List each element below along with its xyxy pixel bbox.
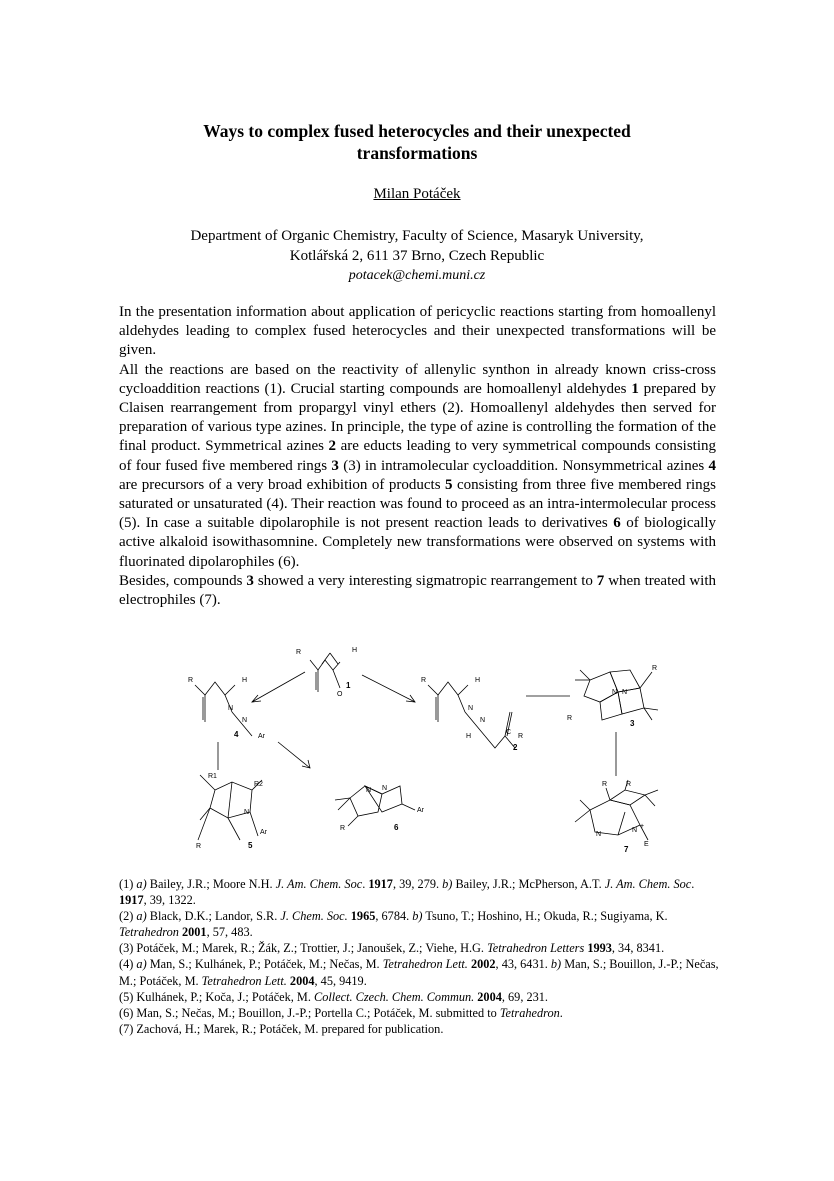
svg-text:N: N <box>622 689 628 696</box>
svg-text:R: R <box>602 781 608 788</box>
svg-text:C: C <box>506 729 512 736</box>
svg-text:Ar: Ar <box>258 733 265 740</box>
affiliation-line-2: Kotlářská 2, 611 37 Brno, Czech Republic <box>289 248 545 264</box>
reference-item: (7) Zachová, H.; Marek, R.; Potáček, M. prepared for publication. <box>119 1021 444 1036</box>
svg-text:+: + <box>640 823 645 830</box>
svg-text:N: N <box>244 809 250 816</box>
svg-text:6: 6 <box>394 823 399 832</box>
svg-text:Ar: Ar <box>417 807 424 814</box>
svg-text:R: R <box>340 825 346 832</box>
abstract-paragraph-1: In the presentation information about application of pericyclic reactions starting from homoallenyl aldehydes leading to complex fused heterocycles and their unexpected transformations will be given. <box>119 304 716 359</box>
reference-item: (6) Man, S.; Nečas, M.; Bouillon, J.-P.; Portella C.; Potáček, M. submitted to Tetrahedron. <box>119 1005 563 1020</box>
compound-4 <box>188 677 266 740</box>
abstract-paragraph-2: All the reactions are based on the reactivity of allenylic synthon in already known criss-cross cycloaddition reactions (1). Crucial starting compounds are homoallenyl aldehydes 1 prepared by Claisen rearrangement from propargyl vinyl ethers (2). Homoallenyl aldehydes then served for preparation of various type azines. In principle, the type of azine is controlling the formation of the final product. Symmetrical azines 2 are educts leading to very symmetrical compounds consisting of four fused five membered rings 3 (3) in intramolecular cycloaddition. Nonsymmetrical azines 4 are precursors of a very broad exhibition of products 5 consisting from three five membered rings saturated or unsaturated (4). Their reaction was found to proceed as an intra-intermolecular process (5). In case a suitable dipolarophile is not present reaction leads to derivatives 6 of biologically active alkaloid isowithasomnine. Completely new transformations were observed on systems with fluorinated dipolarophiles (6). <box>119 361 716 570</box>
compound-7 <box>575 780 658 854</box>
compound-6 <box>335 785 425 832</box>
reference-item: (4) a) Man, S.; Kulhánek, P.; Potáček, M.; Nečas, M. Tetrahedron Lett. 2002, 43, 6431. b) Man, S.; Bouillon, J.-P.; Nečas, M.; Potáček, M. Tetrahedron Lett. 2004, 45, 9419. <box>119 957 719 988</box>
reaction-scheme <box>170 640 690 865</box>
svg-text:R: R <box>421 677 427 684</box>
abstract-paragraph-3: Besides, compounds 3 showed a very interesting sigmatropic rearrangement to 7 when treated with electrophiles (7). <box>119 572 716 609</box>
svg-text:N: N <box>366 787 372 794</box>
svg-text:H: H <box>466 733 472 740</box>
svg-text:N: N <box>468 705 474 712</box>
svg-text:E: E <box>644 841 649 848</box>
svg-text:R2: R2 <box>254 781 263 788</box>
svg-text:R: R <box>652 665 658 672</box>
abstract <box>119 303 716 610</box>
author-email[interactable]: potacek@chemi.muni.cz <box>348 268 486 283</box>
svg-text:N: N <box>480 717 486 724</box>
svg-text:N: N <box>242 717 248 724</box>
svg-text:N: N <box>596 831 602 838</box>
svg-text:H: H <box>475 677 481 684</box>
reference-item: (2) a) Black, D.K.; Landor, S.R. J. Chem. Soc. 1965, 6784. b) Tsuno, T.; Hoshino, H.; Okuda, R.; Sugiyama, K. Tetrahedron 2001, 57, 483. <box>119 909 668 940</box>
reference-item: (3) Potáček, M.; Marek, R.; Žák, Z.; Trottier, J.; Janoušek, Z.; Viehe, H.G. Tetrahedron Letters 1993, 34, 8341. <box>119 941 665 956</box>
references <box>119 876 719 1037</box>
svg-text:R: R <box>518 733 524 740</box>
svg-text:N: N <box>228 705 234 712</box>
author <box>0 186 834 203</box>
svg-text:3: 3 <box>630 719 635 728</box>
svg-text:R1: R1 <box>208 773 217 780</box>
svg-text:N: N <box>612 689 618 696</box>
svg-text:Ar: Ar <box>260 829 267 836</box>
reference-item: (5) Kulhánek, P.; Koča, J.; Potáček, M. Collect. Czech. Chem. Commun. 2004, 69, 231. <box>119 989 548 1004</box>
svg-text:R: R <box>567 715 573 722</box>
paper-title: Ways to complex fused heterocycles and their unexpected transformations <box>203 121 631 163</box>
compound-5 <box>196 773 268 850</box>
svg-text:2: 2 <box>513 743 518 752</box>
compound-3 <box>567 665 658 728</box>
svg-text:R: R <box>196 843 202 850</box>
svg-text:1: 1 <box>346 681 351 690</box>
svg-text:R: R <box>626 781 632 788</box>
svg-text:N: N <box>632 827 638 834</box>
svg-text:R: R <box>188 677 194 684</box>
svg-text:O: O <box>337 691 343 698</box>
affiliation <box>0 226 834 286</box>
svg-text:7: 7 <box>624 845 629 854</box>
svg-text:N: N <box>382 785 388 792</box>
svg-text:4: 4 <box>234 730 239 739</box>
reference-item: (1) a) Bailey, J.R.; Moore N.H. J. Am. Chem. Soc. 1917, 39, 279. b) Bailey, J.R.; McPherson, A.T. J. Am. Chem. Soc. 1917, 39, 1322. <box>119 877 695 908</box>
affiliation-line-1: Department of Organic Chemistry, Faculty of Science, Masaryk University, <box>190 228 644 244</box>
svg-text:R: R <box>296 649 302 656</box>
author-name: Milan Potáček <box>373 186 461 202</box>
svg-text:5: 5 <box>248 841 253 850</box>
compound-1 <box>296 647 357 698</box>
svg-text:H: H <box>242 677 248 684</box>
svg-text:H: H <box>352 647 358 654</box>
compound-2 <box>421 677 523 752</box>
